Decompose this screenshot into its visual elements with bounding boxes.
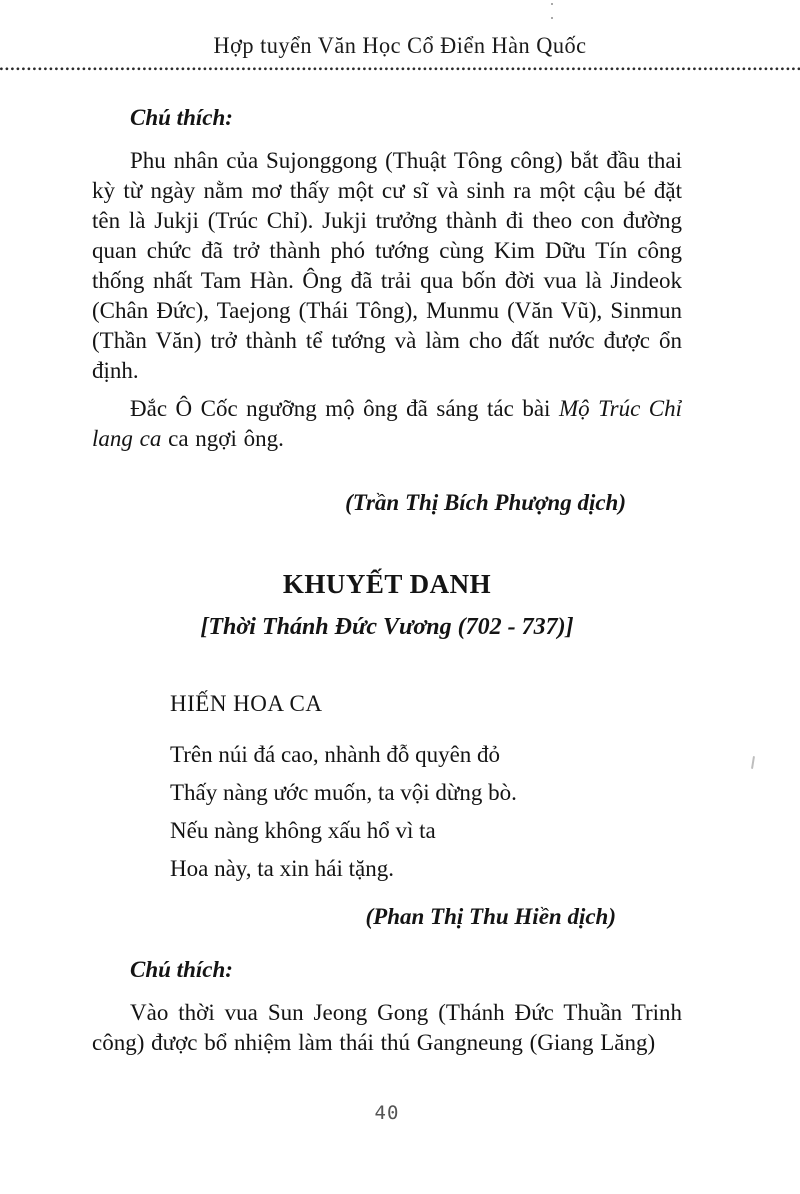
running-header: Hợp tuyển Văn Học Cổ Điển Hàn Quốc [213,33,587,58]
scan-artifact [551,3,553,19]
author-heading: KHUYẾT DANH [282,569,492,599]
poem-lines [170,740,682,884]
translator-credit-1: (Trần Thị Bích Phượng dịch) [345,490,626,515]
era-heading: [Thời Thánh Đức Vương (702 - 737)] [200,614,574,640]
poem-line: Thấy nàng ước muốn, ta vội dừng bò. [170,780,517,805]
note-paragraph-3: Vào thời vua Sun Jeong Gong (Thánh Đức Thuần Trinh công) được bổ nhiệm làm thái thú Gangneung (Giang Lăng) [92,1000,682,1055]
page-body [92,104,682,1058]
poem-line: Trên núi đá cao, nhành đỗ quyên đỏ [170,742,501,767]
poem-block [92,690,682,884]
header-dotted-rule [0,67,800,71]
note-paragraph-2-pre: Đắc Ô Cốc ngưỡng mộ ông đã sáng tác bài [130,396,559,421]
scan-artifact [751,756,755,769]
note-label-2: Chú thích: [130,957,233,982]
poem-line: Nếu nàng không xấu hổ vì ta [170,818,436,843]
poem-line: Hoa này, ta xin hái tặng. [170,856,394,881]
note-paragraph-2 [92,394,682,454]
page-number: 40 [374,1102,400,1124]
note-paragraph-2-post: ca ngợi ông. [161,426,284,451]
note-label-1: Chú thích: [130,105,233,130]
note-paragraph-1: Phu nhân của Sujonggong (Thuật Tông công) bắt đầu thai kỳ từ ngày nằm mơ thấy một cư sĩ và sinh ra một cậu bé đặt tên là Jukji (Trúc Chỉ). Jukji trưởng thành đi theo con đường quan chức đã trở thành phó tướng cùng Kim Dữu Tín công thống nhất Tam Hàn. Ông đã trải qua bốn đời vua là Jindeok (Chân Đức), Taejong (Thái Tông), Munmu (Văn Vũ), Sinmun (Thần Văn) trở thành tể tướng và làm cho đất nước được ổn định. [92,148,682,383]
poem-title: HIẾN HOA CA [170,691,323,716]
work-title: Mộ Trúc Chỉ lang ca [92,396,682,451]
translator-credit-2: (Phan Thị Thu Hiền dịch) [365,904,616,929]
